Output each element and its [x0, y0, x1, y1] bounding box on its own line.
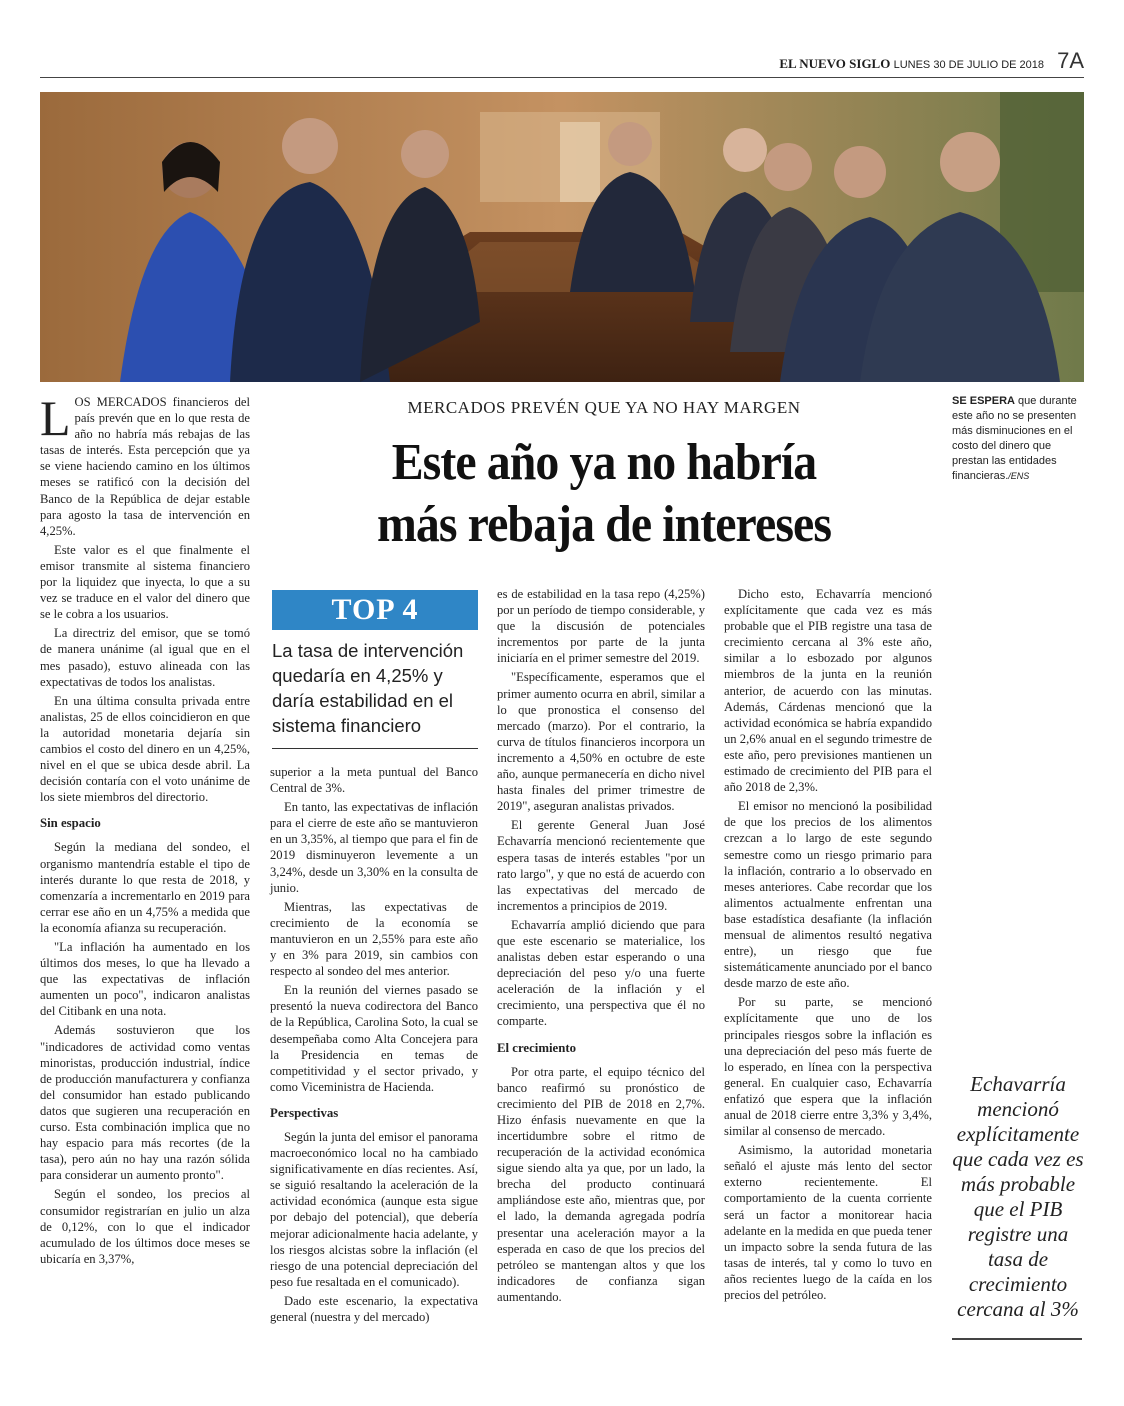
paragraph: Este valor es el que finalmente el emisor transmite al sistema financiero por la liquidez que inyecta, lo que a su vez se traduce en el valor del dinero que se le cobra a los usuarios.: [40, 542, 250, 622]
paragraph: Echavarría amplió diciendo que para que este escenario se materialice, los analistas deben estar esperando o una depreciación del peso y/o una fuerte aceleración de la inflación y el crecimiento, una perspectiva que él no comparte.: [497, 917, 705, 1029]
caption-credit: /ENS: [1008, 471, 1030, 481]
paragraph: Dicho esto, Echavarría mencionó explícitamente que cada vez es más probable que el PIB registre una tasa de crecimiento cercana al 3% este año, similar a lo esbozado por algunos miembros de la junta en la reunión anterior, de acuerdo con las minutas. Además, Cárdenas mencionó que la actividad económica se habría expandido un 2,6% anual en el segundo trimestre de este año, pero previsiones mantienen un estimado de crecimiento del PIB para el año 2018 de 2,3%.: [724, 587, 932, 795]
headline-line-1: Este año ya no habría: [391, 434, 817, 491]
paragraph: Mientras, las expectativas de crecimiento de la economía se mantuvieron en un 2,55% para este año y en 3% para 2019, sin cambios con respecto al sondeo del mes anterior.: [270, 899, 478, 979]
page-number: 7A: [1057, 48, 1084, 73]
paragraph: Por otra parte, el equipo técnico del banco reafirmó su pronóstico de crecimiento del PIB de 2018 en 2,7%. Hizo énfasis nuevamente en que la incertidumbre sobre el ritmo de recuperación de la actividad económica sigue siendo alta ya que, por un lado, la brecha del producto continuará ampliándose este año, mientras que, por el lado, la demanda agregada podría presentar una aceleración mayor a la esperada en caso de que los precios del petróleo se mantengan altos y que los indicadores de confianza sigan aumentando.: [497, 1064, 705, 1304]
paragraph: Además sostuvieron que los "indicadores de actividad como ventas minoristas, producción industrial, índice de producción manufacturera y confianza del consumidor han estado publicando datos que sugieren una recuperación en curso. Esta combinación implica que no hay espacio para más recortes (de la tasa), pero aún no hay una razón sólida para considerar un aumento pronto".: [40, 1023, 250, 1183]
caption-text: que durante este año no se presenten más disminuciones en el costo del dinero que prestan las entidades financieras.: [952, 395, 1077, 482]
top4-summary: La tasa de intervención quedaría en 4,25% y daría estabilidad en el sistema financiero: [272, 640, 464, 736]
paragraph: "Específicamente, esperamos que el primer aumento ocurra en abril, similar a lo que pronostica el consenso del mercado (marzo). Por el contrario, la curva de títulos financieros incorpora un incremento a 4,50% en octubre de este año, aunque permanecería en dicho nivel hasta finales del primer trimestre de 2019", aseguran analistas privados.: [497, 670, 705, 814]
pull-quote: Echavarría mencionó explícitamente que cada vez es más probable que el PIB registre una tasa de crecimiento cercana al 3%: [952, 1072, 1084, 1321]
paragraph: "La inflación ha aumentado en los últimos dos meses, lo que ha llevado a que las expectativas de inflación aumenten un poco", indicaron analistas del Citibank en una nota.: [40, 940, 250, 1019]
article-column-2: [270, 764, 478, 1328]
divider: [952, 1338, 1082, 1340]
paragraph: En una última consulta privada entre analistas, 25 de ellos coincidieron en que la autoridad monetaria dejaría sin cambios el costo del dinero en un 4,25%, nivel en el que se ubica desde abril. La decisión contaría con el voto unánime de los siete miembros del directorio.: [40, 693, 250, 805]
lead-paragraph: [40, 390, 250, 539]
paragraph: Dado este escenario, la expectativa general (nuestra y del mercado): [270, 1293, 478, 1324]
paragraph: Por su parte, se mencionó explícitamente que uno de los principales riesgos sobre la inflación es una depreciación del peso más fuerte de lo esperado, en línea con la perspectiva general. En cualquier caso, Echavarría enfatizó que espera que la inflación anual de 2018 cierre entre 3,3% y 3,4%, similar al consenso de mercado.: [724, 995, 932, 1139]
caption-lead: SE ESPERA: [952, 395, 1015, 407]
paragraph: En tanto, las expectativas de inflación para el cierre de este año se mantuvieron en un 3,35%, al tiempo que para el fin de 2019 disminuyeron levemente a un 3,24%, desde un 3,30% en la consulta de junio.: [270, 800, 478, 895]
paragraph: El emisor no mencionó la posibilidad de que los precios de los alimentos crezcan a lo largo de este segundo semestre como un riesgo primario para la inflación, contrario a lo observado en meses anteriores. Cabe recordar que los alimentos actualmente enfrentan una base estadística desafiante (la inflación mensual de alimentos resultó negativa entre), un riesgo que fue sistemáticamente anunciado por el banco desde marzo de este año.: [724, 799, 932, 991]
drop-cap: L: [40, 390, 71, 446]
paragraph: superior a la meta puntual del Banco Central de 3%.: [270, 765, 478, 796]
subheading: Perspectivas: [270, 1105, 339, 1120]
masthead: [40, 48, 1084, 78]
paragraph: Según la junta del emisor el panorama macroeconómico local no ha cambiado significativamente en días recientes. Así, se siguió resaltando la aceleración de la actividad económica (aunque esta sigue por debajo del potencial), que debería mejorar adicionalmente hacia adelante, y los riesgos alcistas sobre la inflación (el riesgo de una potencial depreciación del peso fue resaltada en el comunicado).: [270, 1129, 478, 1289]
photo-board-meeting: [40, 92, 1084, 382]
paragraph: es de estabilidad en la tasa repo (4,25%) por un período de tiempo considerable, y que la discusión de potenciales incrementos por parte de la junta iniciaría en el primer semestre del 2019.: [497, 587, 705, 666]
subheading: Sin espacio: [40, 816, 101, 831]
headline-line-2: más rebaja de intereses: [376, 496, 832, 553]
lead-text: OS MERCADOS financieros del país prevén que en lo que resta de año no habría más rebajas de las tasas de interés. Esta percepción que ya se viene haciendo camino en los últimos meses se ratificó con la decisión del Banco de la República de dejar estable para agosto la tasa de intervención en 4,25%.: [40, 395, 250, 538]
article-headline: [297, 432, 912, 556]
paragraph: Asimismo, la autoridad monetaria señaló el ajuste más lento del sector externo recientemente. El comportamiento de la cuenta corriente será un factor a monitorear hacia adelante en la medida en que pueda tener un impacto sobre la senda futura de las tasas de interés, tal y como lo tuvo en años recientes luego de la caída en los precios del petróleo.: [724, 1143, 932, 1303]
paragraph: Según el sondeo, los precios al consumidor registrarían en julio un alza de 0,12%, con lo que el indicador acumulado de los últimos doce meses se ubicaría en 3,37%,: [40, 1187, 250, 1266]
publication-line: [779, 56, 1044, 72]
top4-badge: TOP 4: [272, 590, 478, 630]
photo-caption: [952, 394, 1084, 484]
subheading: El crecimiento: [497, 1040, 577, 1055]
publication-date: LUNES 30 DE JULIO DE 2018: [893, 59, 1044, 71]
divider: [272, 748, 478, 749]
article-column-3: [497, 586, 705, 1308]
article-kicker: MERCADOS PREVÉN QUE YA NO HAY MARGEN: [407, 398, 801, 417]
paragraph: En la reunión del viernes pasado se presentó la nueva codirectora del Banco de la República, Carolina Soto, la cual se desempeñaba como Alta Concejera para la Presidencia en temas de competitividad y el sector privado, y como Viceministra de Hacienda.: [270, 983, 478, 1094]
article-column-4: [724, 586, 932, 1306]
article-column-1: [40, 390, 250, 1270]
publication-name: EL NUEVO SIGLO: [779, 56, 891, 71]
paragraph: El gerente General Juan José Echavarría mencionó recientemente que espera tasas de interés estables "por un rato largo", y que no está de acuerdo con las expectativas del mercado de incrementos a principios de 2019.: [497, 818, 705, 913]
photo-board-meeting-icon: [40, 92, 1084, 382]
paragraph: La directriz del emisor, que se tomó de manera unánime (al igual que en el mes pasado), estuvo alineada con las expectativas de todos los analistas.: [40, 626, 250, 689]
paragraph: Según la mediana del sondeo, el organismo mantendría estable el tipo de interés durante lo que resta de 2018, y comenzaría a incrementarlo en 2019 para cerrar ese año en un 4,75% a medida que la economía afianza su recuperación.: [40, 840, 250, 935]
